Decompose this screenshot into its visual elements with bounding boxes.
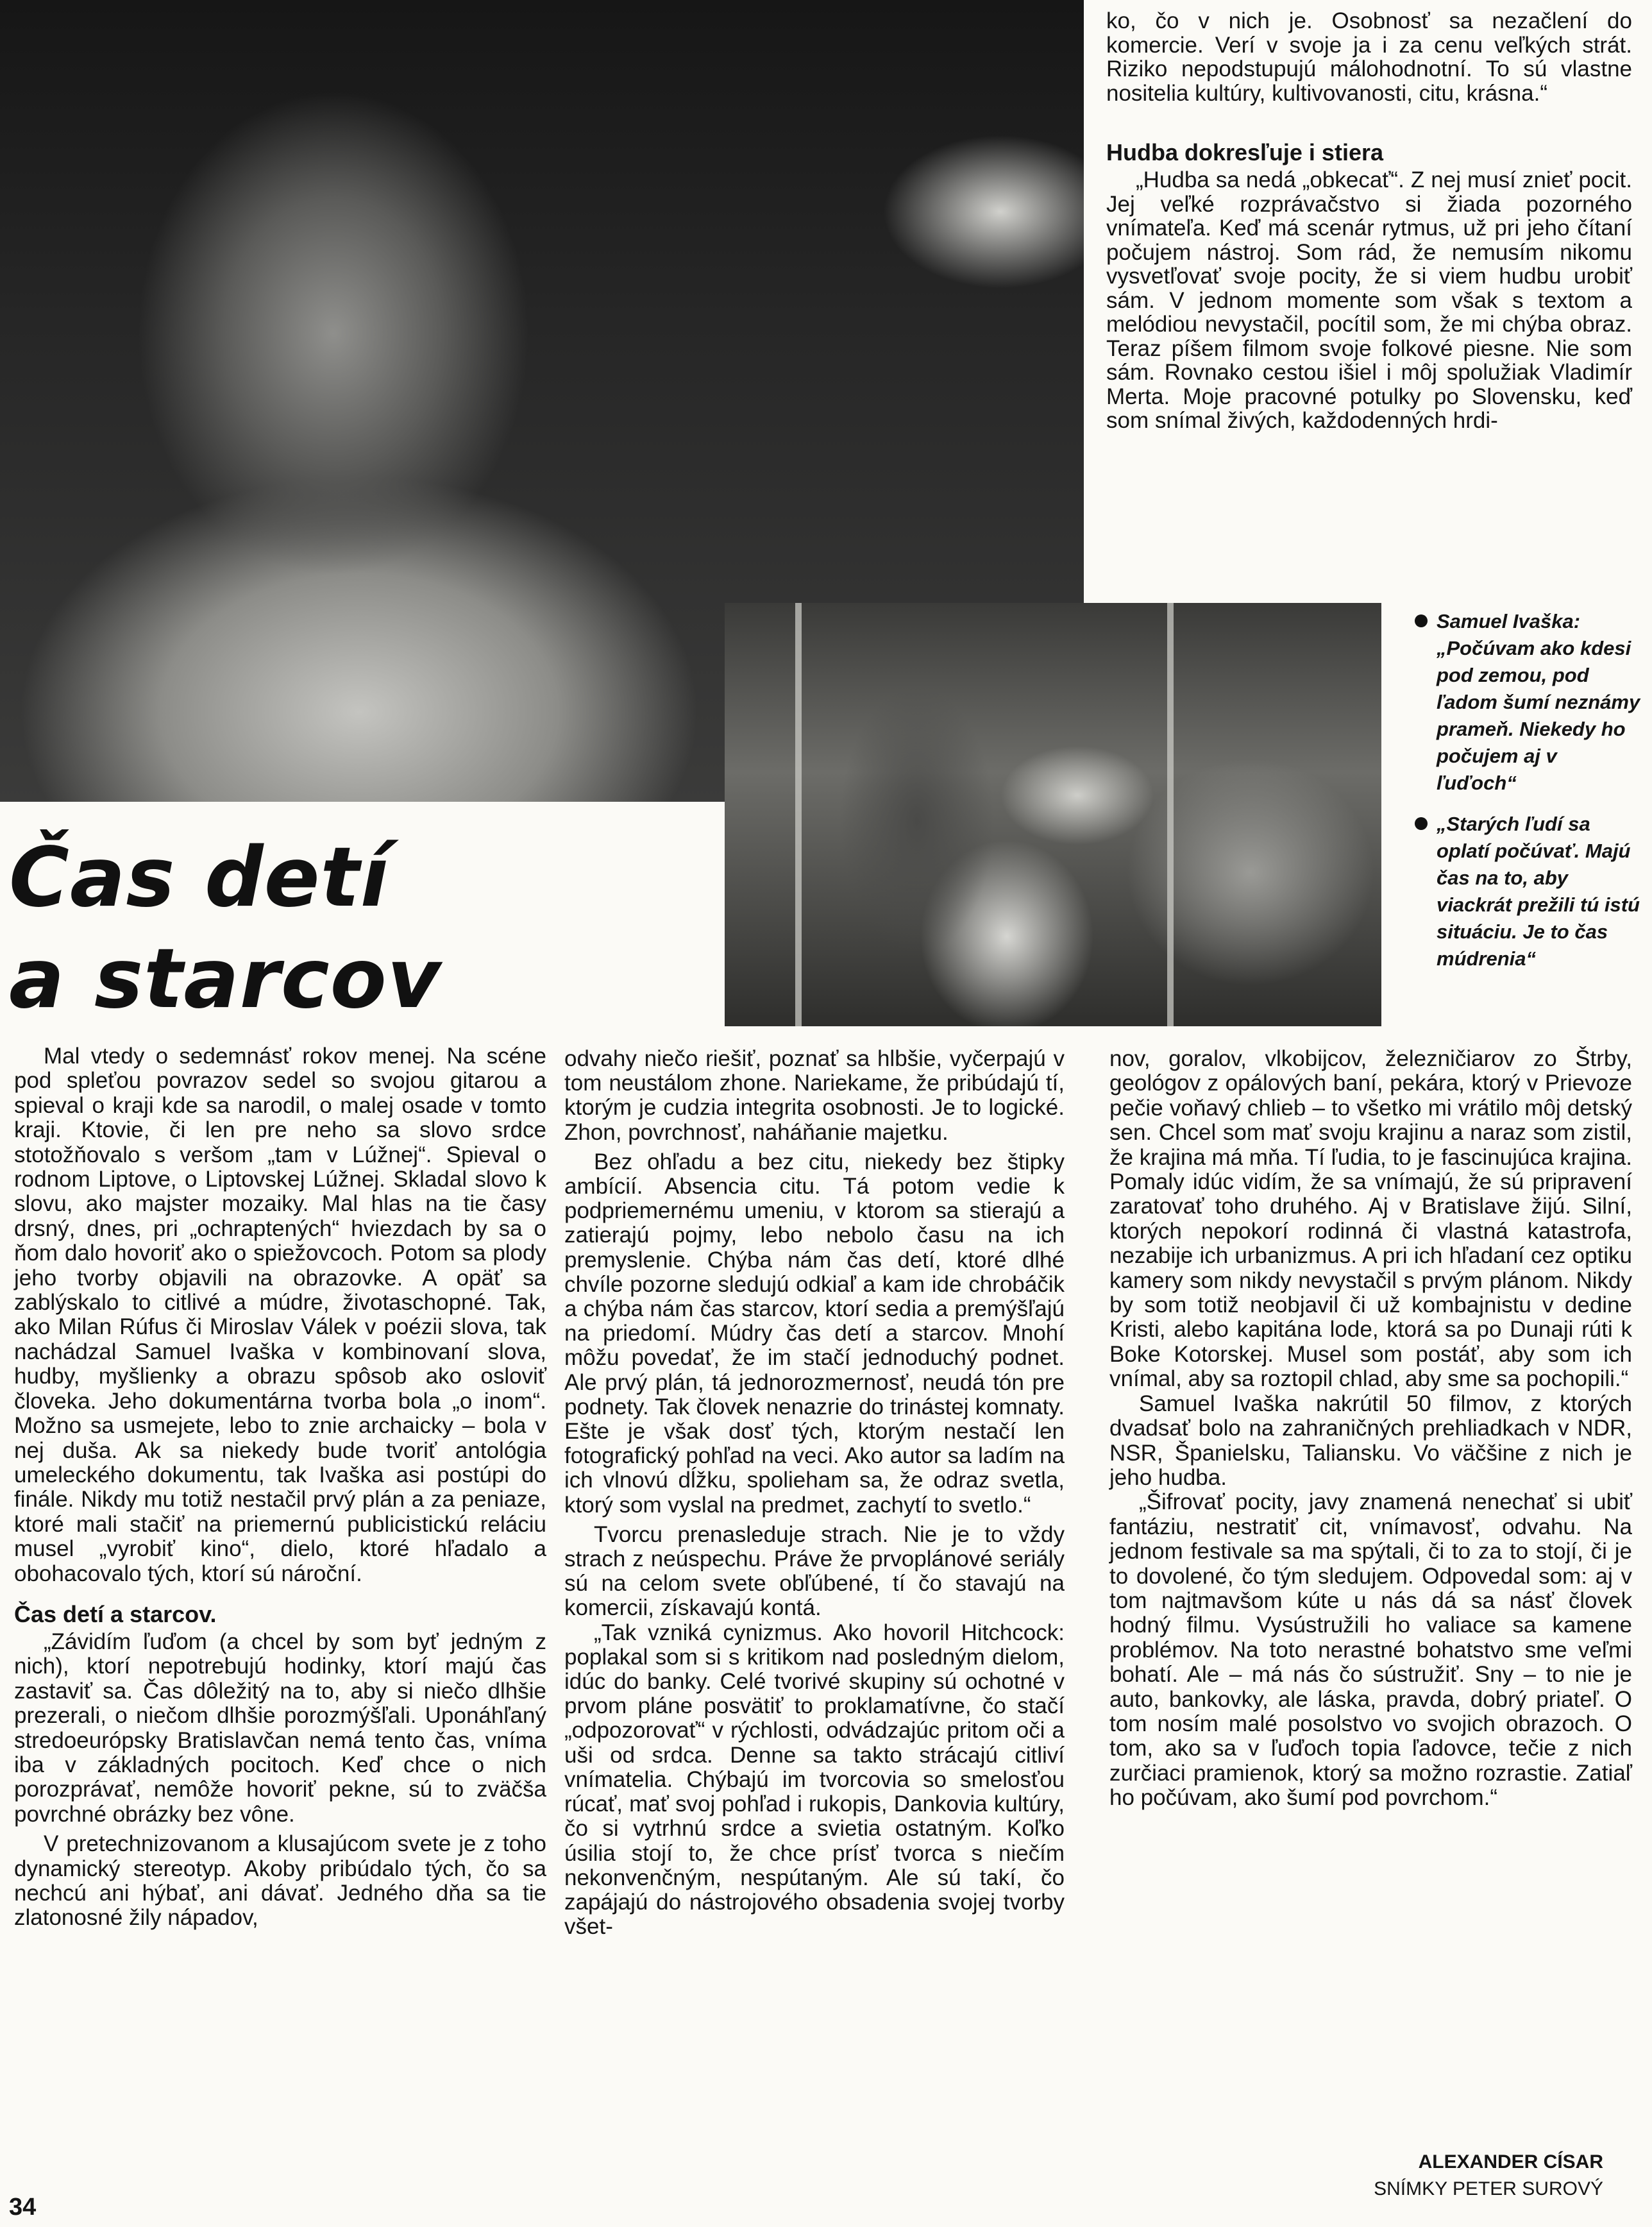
top-right-column xyxy=(1106,9,1632,433)
column-1 xyxy=(14,1044,546,1931)
top-right-paragraph-1: ko, čo v nich je. Osobnosť sa nezačlení do komercie. Verí v svoje ja i za cenu veľkých strát. Riziko nepodstupujú málohodnotní. To sú vlastne nositelia kultúry, kultivovanosti, citu, krásna.“ xyxy=(1106,8,1632,106)
column-3-paragraph-1: nov, goralov, vlkobijcov, železničiarov zo Štrby, geológov z opálových baní, pekára, ktorý v Prievoze pečie voňavý chlieb – to všetko mi vrátilo môj detský sen. Chcel som mať svoju krajinu a naraz som zistil, že krajina má mňa. Tí ľudia, to je fascinujúca krajina. Pomaly idúc vidím, že sa vnímajú, že sú pripravení zaratovať toho druhého. Aj v Bratislave žijú. Silní, ktorých nepokorí rodinná či vlastná katastrofa, nezabije ich urbanizmus. A pri ich hľadaní cez optiku kamery som nikdy nevystačil s prvým plánom. Nikdy by som totiž neobjavil či už kombajnistu v dedine Kristi, alebo kapitána lode, ktorá sa po Dunaji rúti k Boke Kotorskej. Musel som postáť, aby som ich vnímal, aby sa roztopil chlad, aby sme sa pochopili.“ xyxy=(1109,1046,1632,1392)
page-number: 34 xyxy=(9,2194,37,2221)
column-2-paragraph-2: Bez ohľadu a bez citu, niekedy bez štipky ambícií. Absencia citu. Tá potom vedie k podpriemernému umeniu, v ktorom sa stierajú a zatierajú pojmy, lebo nebolo času na ich premyslenie. Chýba nám čas detí, ktoré dlhé chvíle pozorne sledujú odkiaľ a kam ide chrobáčik a chýba nám čas starcov, ktorí sedia a premýšľajú na priedomí. Múdry čas detí a starcov. Mnohí môžu povedať, že im stačí jednoduchý podnet. Ale prvý plán, tá jednorozmernosť, neudá tón pre podnety. Tak človek nenazrie do trinástej komnaty. Ešte je však dosť tých, ktorým nestačí len fotografický pohľad na veci. Ako autor sa ladím na ich vlnovú dĺžku, spolieham sa, že odraz svetla, ktorý som vyslal na predmet, zachytí to svetlo.“ xyxy=(564,1149,1065,1518)
column-3-paragraph-3: „Šifrovať pocity, javy znamená nenechať si ubiť fantáziu, nestratiť cit, vnímavosť, odvahu. Na jednom festivale sa ma spýtali, či to za to stojí, či je to dovolené, čo tým sledujem. Odpovedal som: aj v tom najtmavšom kúte u nás dá sa násť človek hodný filmu. Vysústružili ho valiace sa kamene problémov. Na toto nerastné bohatstvo sme veľmi bohatí. Ale – má nás čo sústružiť. Sny – to nie je auto, bankovky, ale láska, pravda, dobrý priateľ. O tom nosím malé posolstvo vo svojich obrazoch. O tom, ako sa v ľuďoch topia ľadovce, tečie z nich zurčiaci pramienok, ktorý sa možno rozrastie. Zatiaľ ho počúvam, ako šumí pod povrchom.“ xyxy=(1109,1489,1632,1811)
column-3 xyxy=(1109,1047,1632,1811)
caption-quote-2 xyxy=(1411,811,1642,972)
caption-quote-1-text: „Počúvam ako kdesi pod zemou, pod ľadom šumí neznámy prameň. Niekedy ho počujem aj v ľuďoch“ xyxy=(1437,637,1640,794)
column-1-paragraph-1: Mal vtedy o sedemnásť rokov menej. Na scéne pod spleťou povrazov sedel so svojou gitarou a spieval o kraji kde sa narodil, o malej osade v tomto kraji. Ktovie, či len pre neho sa slovo srdce stotožňovalo s veršom „tam v Lúžnej“. Spieval o rodnom Liptove, o Liptovskej Lúžnej. Skladal slovo k slovu, ako majster mozaiky. Mal hlas na tie časy drsný, dnes, pri „ochraptených“ hviezdach by sa o ňom dalo hovoriť ako o spiežovcoch. Potom sa plody jeho tvorby objavili na obrazovke. A opäť sa zablýskalo to citlivé a múdre, životaschopné. Tak, ako Milan Rúfus či Miroslav Válek v poézii slova, tak nachádzal Samuel Ivaška v kombinovaní slova, hudby, myšlienky a obrazu spôsob ako osloviť človeka. Jeho dokumentárna tvorba bola „o inom“. Možno sa usmejete, lebo to znie archaicky – bola v nej duša. Ak sa niekedy bude tvoriť antológia umeleckého dokumentu, tak Ivaška asi postúpi do finále. Nikdy mu totiž nestačil prvý plán a za peniaze, ktoré mali stačiť na priemernú publicistickú reláciu musel „vyrobiť kino“, dielo, ktoré hľadalo a obohacovalo tých, ktorí sú nároční. xyxy=(14,1044,546,1586)
top-right-paragraph-2: „Hudba sa nedá „obkecať“. Z nej musí znieť pocit. Jej veľké rozprávačstvo si žiada pozorného vnímateľa. Keď má scenár rytmus, už pri jeho čítaní počujem nástroj. Som rád, že nemusím nikomu vysvetľovať svoje pocity, že si viem hudbu urobiť sám. V jednom momente som však s textom a melódiou nevystačil, pocítil som, že mi chýba obraz. Teraz píšem filmom svoje folkové piesne. Nie som sám. Rovnako cestou išiel i môj spolužiak Vladimír Merta. Moje pracovné potulky po Slovensku, keď som snímal živých, každodenných hrdi- xyxy=(1106,167,1632,433)
column-1-paragraph-3: V pretechnizovanom a klusajúcom svete je z toho dynamický stereotyp. Akoby pribúdalo tých, čo sa nechcú ani hýbať, ani dávať. Jedného dňa sa tie zlatonosné žily nápadov, xyxy=(14,1831,546,1931)
section-heading-hudba: Hudba dokresľuje i stiera xyxy=(1106,139,1383,165)
bullet-icon xyxy=(1415,817,1428,830)
column-1-paragraph-2: „Závidím ľuďom (a chcel by som byť jedným z nich), ktorí nepotrebujú hodinky, ktorí majú čas zastaviť sa. Čas dôležitý na to, aby si niečo dlhšie prezerali, o niečom dlhšie porozmýšľali. Uponáhľaný stredoeurópsky Bratislavčan nemá tento čas, vníma iba v základných pocitoch. Keď chce o nich porozprávať, nemôže hovoriť pekne, sú to zväčša povrchné obrázky bez vône. xyxy=(14,1629,546,1827)
column-2-paragraph-3: Tvorcu prenasleduje strach. Nie je to vždy strach z neúspechu. Práve že prvoplánové seriály sú na celom svete obľúbené, tí čo stavajú na komercii, získavajú kontá. xyxy=(564,1521,1065,1621)
bullet-icon xyxy=(1415,614,1428,627)
byline xyxy=(1315,2149,1603,2203)
byline-photos: SNÍMKY PETER SUROVÝ xyxy=(1374,2178,1603,2199)
column-2-paragraph-4: „Tak vzniká cynizmus. Ako hovoril Hitchcock: poplakal som si s kritikom nad posledným dielom, idúc do banky. Celé tvorivé skupiny sú ochotné v prvom pláne posvätiť to proklamatívne, čo stačí „odpozorovať“ v rýchlosti, odvádzajúc pritom oči a uši od srdca. Denne sa takto strácajú citliví vnímatelia. Chýbajú im tvorcovia so smelosťou rúcať, mať svoj pohľad i rukopis, Dankovia kultúry, čo si vytrhnú srdce a svietia ostatným. Koľko úsilia stojí to, že chce prísť tvorca s niečím nekonvenčným, nespútaným. Ale sú takí, čo zapájajú do nástrojového obsadenia svojej tvorby všet- xyxy=(564,1620,1065,1940)
section-heading-cas: Čas detí a starcov. xyxy=(14,1600,217,1627)
title-line-1: Čas detí xyxy=(9,830,389,926)
caption-name: Samuel Ivaška: xyxy=(1437,610,1581,632)
column-3-paragraph-2: Samuel Ivaška nakrútil 50 filmov, z ktorých dvadsať bolo na zahraničných prehliadkach v NDR, NSR, Španielsku, Taliansku. Vo väčšine z nich je jeho hudba. xyxy=(1109,1391,1632,1490)
caption-quote-2-text: „Starých ľudí sa oplatí počúvať. Majú čas na to, aby viackrát prežili tú istú situáciu. Je to čas múdrenia“ xyxy=(1437,813,1640,970)
photo-caption xyxy=(1411,608,1642,986)
byline-author: ALEXANDER CÍSAR xyxy=(1418,2151,1603,2172)
title-line-2: a starcov xyxy=(9,931,442,1027)
article-title xyxy=(9,827,522,1030)
column-2 xyxy=(564,1047,1065,1939)
scene-photo xyxy=(725,603,1381,1026)
caption-quote-1 xyxy=(1411,608,1642,797)
column-2-paragraph-1: odvahy niečo riešiť, poznať sa hlbšie, vyčerpajú v tom neustálom zhone. Nariekame, že pribúdajú tí, ktorým je cudzia integrita osobnosti. Je to logické. Zhon, povrchnosť, naháňanie majetku. xyxy=(564,1046,1065,1145)
